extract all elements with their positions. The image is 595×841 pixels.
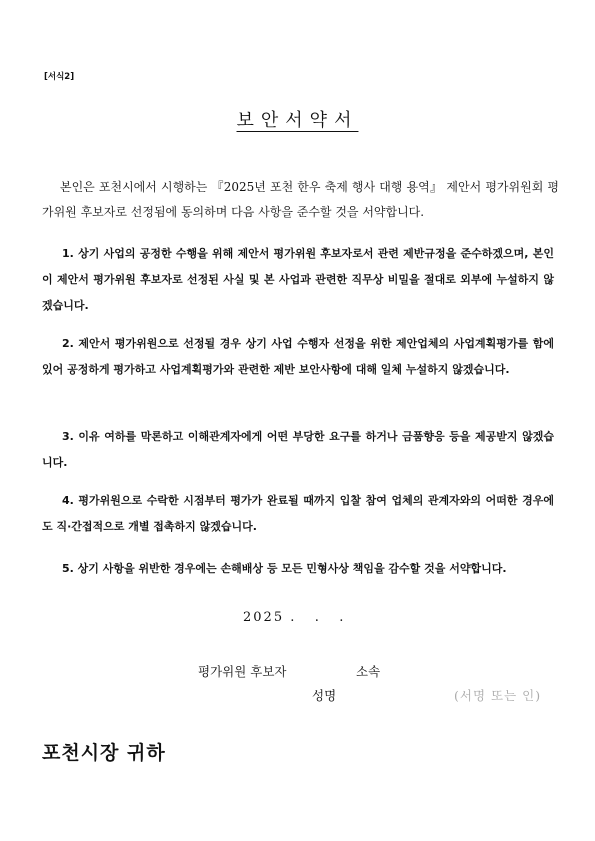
clause-2: 2. 제안서 평가위원으로 선정될 경우 상기 사업 수행자 선정을 위한 제안업체의 사업계획평가를 함에 있어 공정하게 평가하고 사업계획평가와 관련한 제반 보안사항에 대해 일체 누설하지 않겠습니다. — [42, 337, 554, 376]
signing-date: 2025 . . . — [243, 610, 346, 625]
signature-hint: (서명 또는 인) — [454, 688, 542, 703]
clause-1: 1. 상기 사업의 공정한 수행을 위해 제안서 평가위원 후보자로서 관련 제반규정을 준수하겠으며, 본인이 제안서 평가위원 후보자로 선정된 사실 및 본 사업과 관련한 직무상 비밀을 절대로 외부에 누설하지 않겠습니다. — [42, 247, 554, 312]
candidate-label: 평가위원 후보자 — [198, 664, 287, 679]
form-number-label: [서식2] — [44, 72, 75, 82]
addressee: 포천시장 귀하 — [42, 742, 166, 764]
affiliation-label: 소속 — [356, 664, 381, 679]
intro-paragraph: 본인은 포천시에서 시행하는 『2025년 포천 한우 축제 행사 대행 용역』 제안서 평가위원회 평가위원 후보자로 선정됨에 동의하며 다음 사항을 준수할 것을 서약합니다. — [42, 180, 559, 219]
clause-3: 3. 이유 여하를 막론하고 이해관계자에게 어떤 부당한 요구를 하거나 금품향응 등을 제공받지 않겠습니다. — [42, 430, 554, 469]
clause-5: 5. 상기 사항을 위반한 경우에는 손해배상 등 모든 민형사상 책임을 감수할 것을 서약합니다. — [62, 562, 507, 575]
name-label: 성명 — [312, 688, 337, 703]
clause-4: 4. 평가위원으로 수락한 시점부터 평가가 완료될 때까지 입찰 참여 업체의 관계자와의 어떠한 경우에도 직·간접적으로 개별 접촉하지 않겠습니다. — [42, 494, 554, 533]
document-title: 보안서약서 — [236, 110, 359, 131]
